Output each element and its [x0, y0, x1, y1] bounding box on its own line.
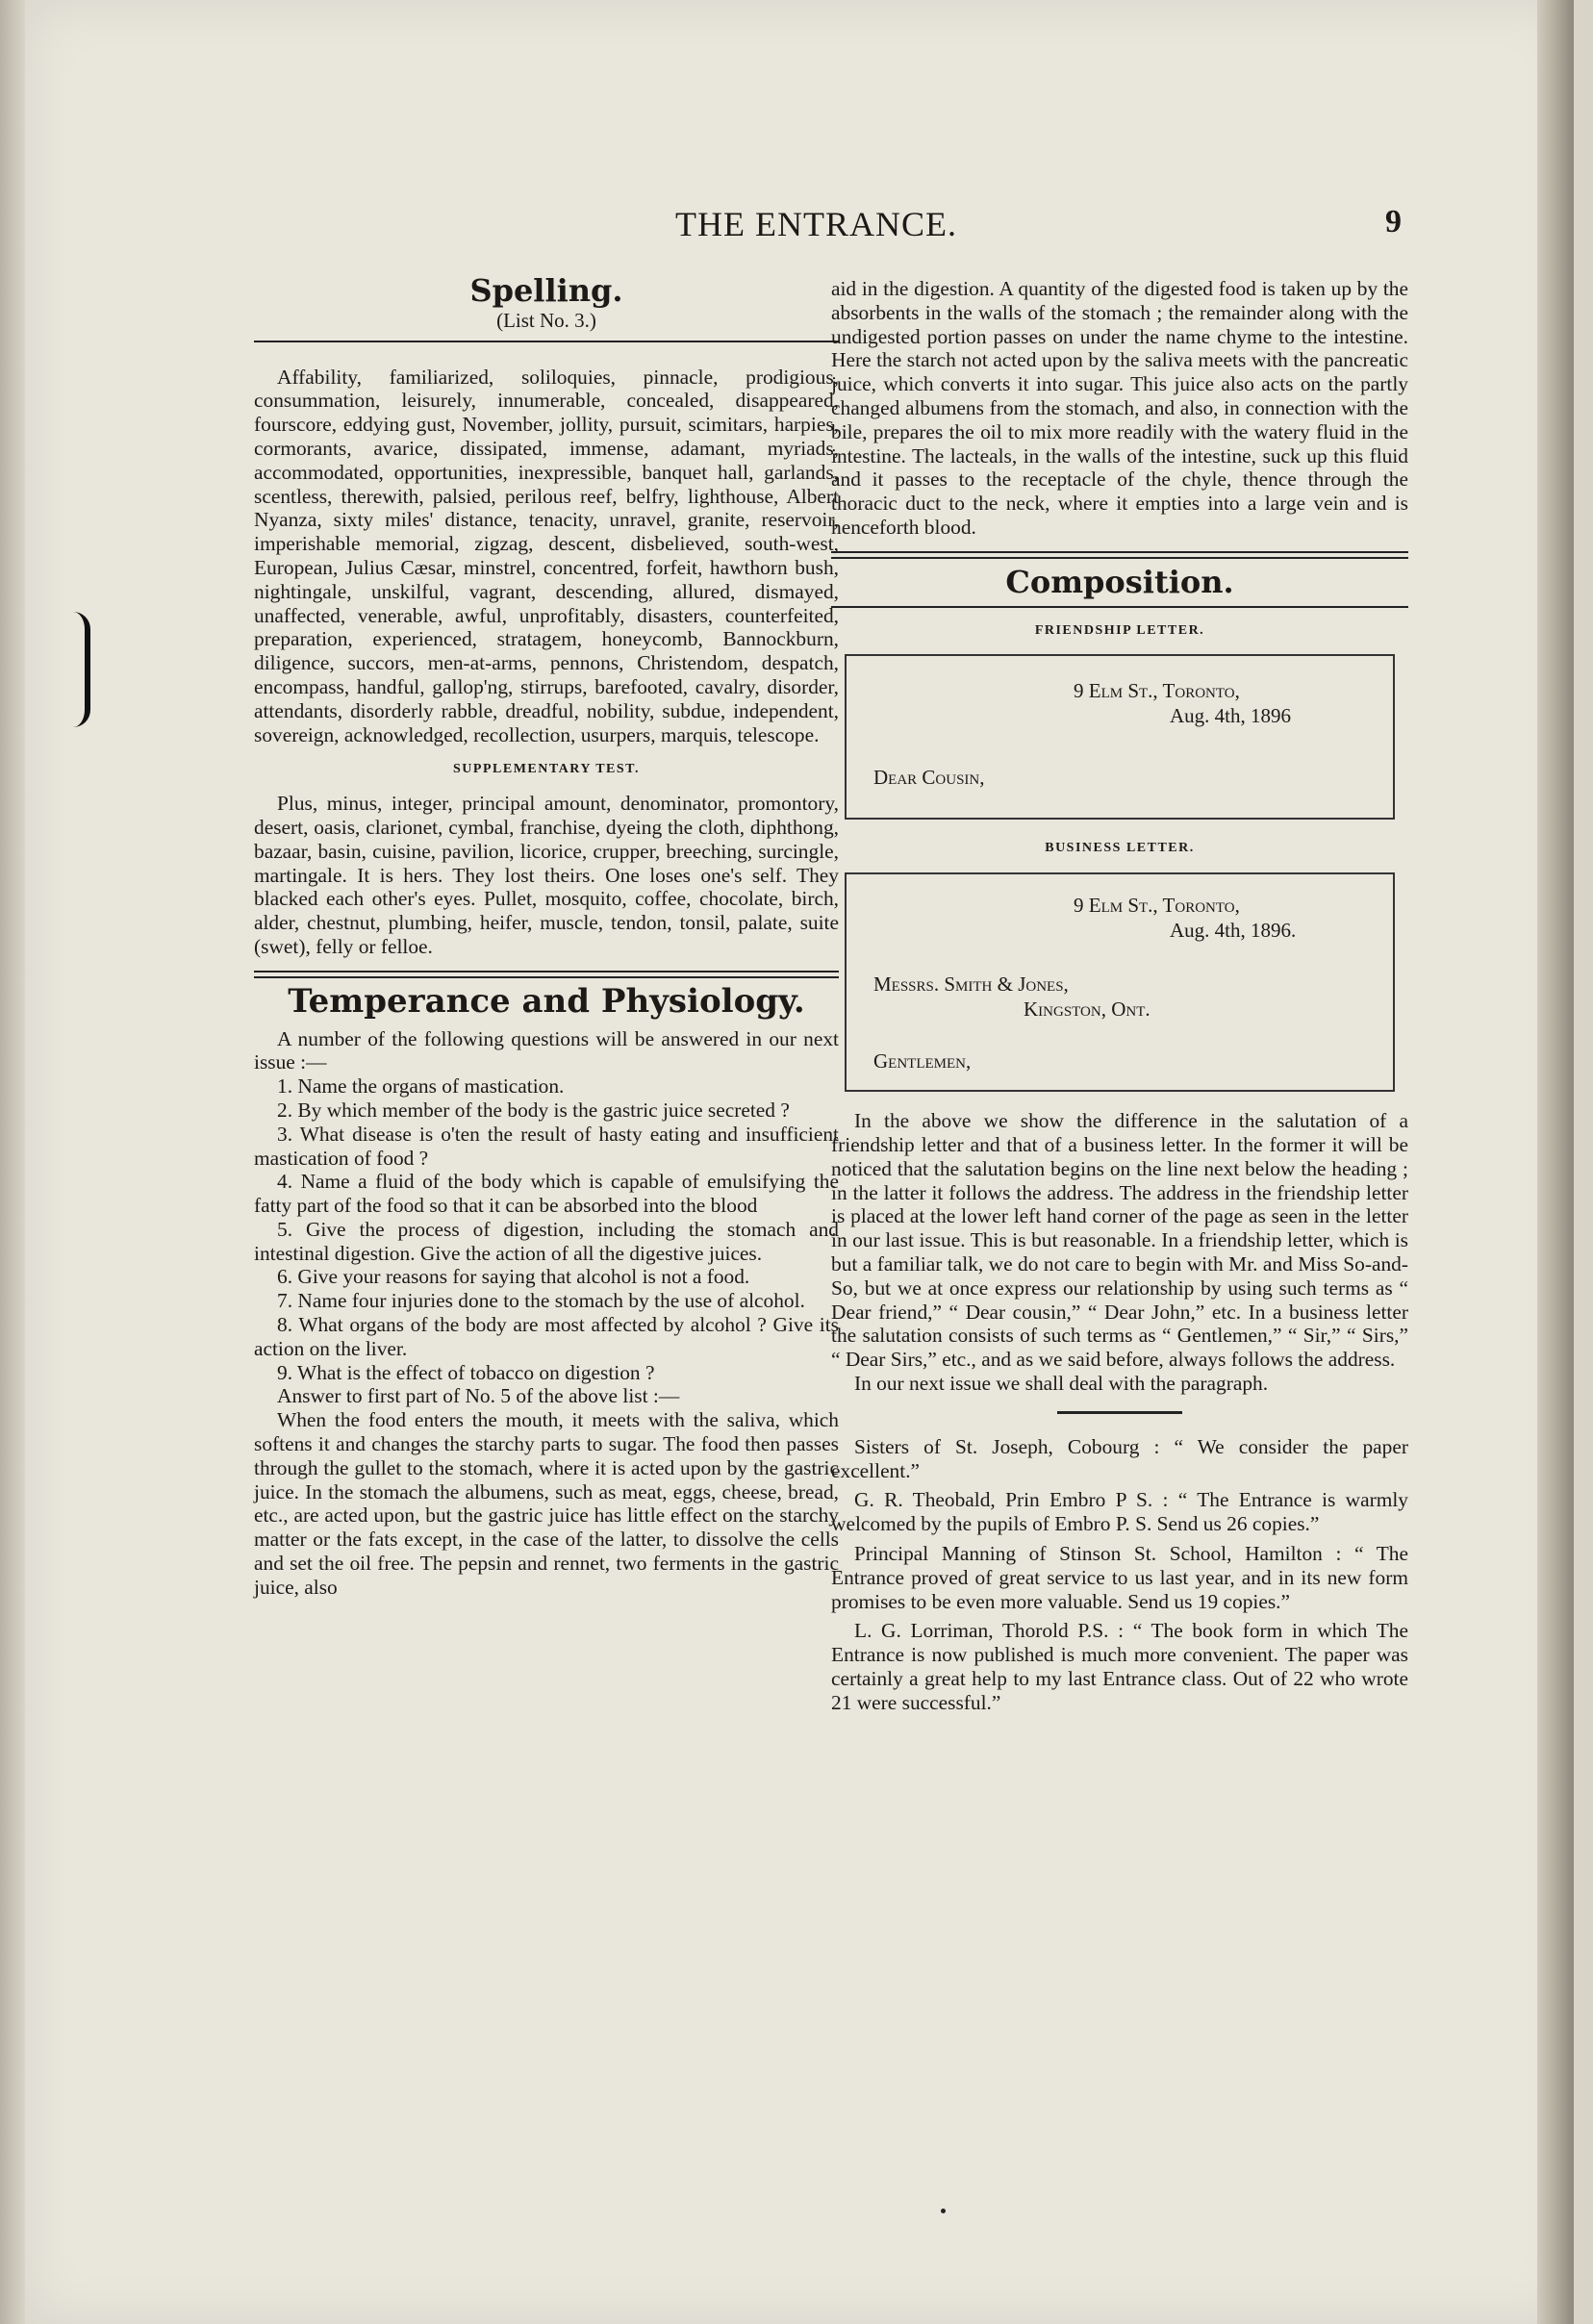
question-item: 2. By which member of the body is the gastric juice secreted ?	[277, 1098, 790, 1122]
testimonials	[831, 1435, 1408, 1715]
question-item: 8. What organs of the body are most affected by alcohol ? Give its action on the liver.	[254, 1313, 839, 1360]
letter-salutation: Dear Cousin,	[873, 766, 985, 790]
letter-address: 9 Elm St., Toronto,	[1074, 894, 1240, 918]
letter-recipient: Messrs. Smith & Jones,	[873, 973, 1069, 997]
page-edge	[1537, 0, 1574, 2324]
composition-text: In the above we show the difference in the salutation of a friendship letter and that of a business letter. In the former it will be noticed that the salutation begins on the line next below the heading ; in the latter it follows the address. The address in the friendship letter is placed at the lower left hand corner of the page as seen in the letter in our last issue. This is but reasonable. In a friendship letter, which is but a familiar talk, we do not care to begin with Mr. and Miss So-and-So, but we at once express our relationship by using such terms as “ Dear friend,” “ Dear cousin,” “ Dear John,” etc. In a business letter the salutation consists of such terms as “ Gentlemen,” “ Sir,” “ Sirs,” “ Dear Sirs,” etc., and as we said before, always follows the address.	[831, 1109, 1408, 1372]
short-divider	[1057, 1411, 1182, 1414]
letter-recipient-city: Kingston, Ont.	[1024, 998, 1150, 1022]
letter-salutation: Gentlemen,	[873, 1049, 972, 1074]
temperance-heading: Temperance and Physiology.	[288, 981, 805, 1021]
spelling-list-number: (List No. 3.)	[496, 308, 596, 332]
temperance-intro: A number of the following questions will be answered in our next issue :—	[254, 1026, 839, 1074]
composition-heading: Composition.	[1005, 563, 1234, 600]
friendship-letter-box	[845, 654, 1395, 820]
journal-title: THE ENTRANCE.	[675, 205, 957, 243]
testimonial-item: G. R. Theobald, Prin Embro P S. : “ The Entrance is warmly welcomed by the pupils of Embro P. S. Send us 26 copies.”	[831, 1488, 1408, 1536]
margin-bracket-mark	[65, 612, 90, 727]
section-rule	[254, 341, 839, 342]
question-item: 5. Give the process of digestion, including the stomach and intestinal digestion. Give the action of all the digestive juices.	[254, 1217, 839, 1265]
spelling-word-list: Affability, familiarized, soliloquies, pinnacle, prodigious, consummation, leisurely, innumerable, concealed, disappeared, fourscore, eddying gust, November, jollity, pursuit, scimitars, harpies, cormorants, avarice, dissipated, immense, adamant, myriads, accommodated, opportunities, inexpressible, banquet hall, garlands, scentless, therewith, palsied, perilous reef, belfry, lighthouse, Albert Nyanza, sixty miles' distance, tenacity, unravel, granite, reservoir, imperishable memorial, zigzag, descent, disbelieved, south-west, European, Julius Cæsar, minstrel, concentred, forfeit, hawthorn bush, nightingale, unskilful, vagrant, descending, allured, dismayed, unaffected, venerable, awful, unprofitably, disasters, counterfeited, preparation, experienced, stratagem, honeycomb, Bannockburn, diligence, succors, men-at-arms, pennons, Christendom, despatch, encompass, handful, gallop'ng, stirrups, barefooted, cavalry, disorder, attendants, disorderly rabble, dreadful, nobility, subdue, independent, sovereign, acknowledged, recollection, usurpers, marquis, telescope.	[254, 365, 839, 746]
section-rule	[831, 606, 1408, 608]
business-letter-heading: BUSINESS LETTER.	[1045, 841, 1195, 856]
testimonial-item: L. G. Lorriman, Thorold P.S. : “ The book form in which The Entrance is now published is much more convenient. The paper was certainly a great help to my last Entrance class. Out of 22 who wrote 21 were successful.”	[831, 1619, 1408, 1714]
book-spine-shadow	[0, 0, 25, 2324]
question-item: 6. Give your reasons for saying that alcohol is not a food.	[277, 1265, 750, 1289]
right-column	[831, 277, 1408, 1720]
question-item: 4. Name a fluid of the body which is capable of emulsifying the fatty part of the food so that it can be absorbed into the blood	[254, 1170, 839, 1218]
page-number: 9	[1385, 204, 1402, 240]
question-list	[254, 1074, 839, 1384]
spelling-heading: Spelling.	[469, 272, 623, 309]
composition-closing: In our next issue we shall deal with the paragraph.	[854, 1371, 1269, 1395]
scanned-page	[25, 0, 1574, 2324]
section-double-rule	[254, 971, 839, 978]
section-double-rule	[831, 551, 1408, 559]
ink-speck	[941, 2209, 946, 2213]
testimonial-item: Principal Manning of Stinson St. School, Hamilton : “ The Entrance proved of great service to us last year, and in its new form promises to be even more valuable. Send us 19 copies.”	[831, 1541, 1408, 1613]
business-letter-box	[845, 872, 1395, 1092]
supplementary-test-heading: SUPPLEMENTARY TEST.	[453, 762, 640, 777]
letter-date: Aug. 4th, 1896	[1170, 704, 1291, 728]
letter-address: 9 Elm St., Toronto,	[1074, 679, 1240, 703]
question-item: 7. Name four injuries done to the stomach by the use of alcohol.	[277, 1289, 805, 1313]
letter-date: Aug. 4th, 1896.	[1170, 919, 1297, 943]
digestion-continuation: aid in the digestion. A quantity of the digested food is taken up by the absorbents in the walls of the stomach ; the remainder along with the undigested portion passes on under the name chyme to the intestine. Here the starch not acted upon by the saliva meets with the pancreatic juice, which converts it into sugar. This juice also acts on the partly changed albumens from the stomach, and also, in connection with the bile, prepares the oil to mix more readily with the watery fluid in the intestine. The lacteals, in the walls of the intestine, suck up this fluid and it passes to the receptacle of the chyle, thence through the thoracic duct to the neck, where it empties into a large vein and is henceforth blood.	[831, 277, 1408, 539]
answer-text: When the food enters the mouth, it meets with the saliva, which softens it and changes the starchy parts to sugar. The food then passes through the gullet to the stomach, where it is acted upon by the gastric juice. In the stomach the albumens, such as meat, eggs, cheese, bread, etc., are acted upon, but the gastric juice has little effect on the starchy matter or the fats except, in the case of the latter, to dissolve the cells and set the oil free. The pepsin and rennet, two ferments in the gastric juice, also	[254, 1408, 839, 1599]
answer-intro: Answer to first part of No. 5 of the above list :—	[277, 1384, 680, 1408]
question-item: 3. What disease is o'ten the result of hasty eating and insufficient mastication of food ?	[254, 1122, 839, 1170]
question-item: 1. Name the organs of mastication.	[277, 1074, 565, 1099]
left-column	[254, 272, 839, 1600]
supplementary-test-text: Plus, minus, integer, principal amount, denominator, promontory, desert, oasis, clarionet, cymbal, franchise, dyeing the cloth, diphthong, bazaar, basin, cuisine, pavilion, licorice, crupper, breeching, surcingle, martingale. It is hers. They lost theirs. One loses one's self. They blacked each other's eyes. Pullet, mosquito, coffee, chocolate, birch, alder, chestnut, plumbing, heifer, muscle, tendon, tonsil, palate, suite (swet), felly or felloe.	[254, 792, 839, 958]
running-head	[25, 204, 1574, 252]
question-item: 9. What is the effect of tobacco on digestion ?	[277, 1360, 655, 1384]
testimonial-item: Sisters of St. Joseph, Cobourg : “ We consider the paper excellent.”	[831, 1434, 1408, 1482]
friendship-letter-heading: FRIENDSHIP LETTER.	[1034, 622, 1205, 638]
